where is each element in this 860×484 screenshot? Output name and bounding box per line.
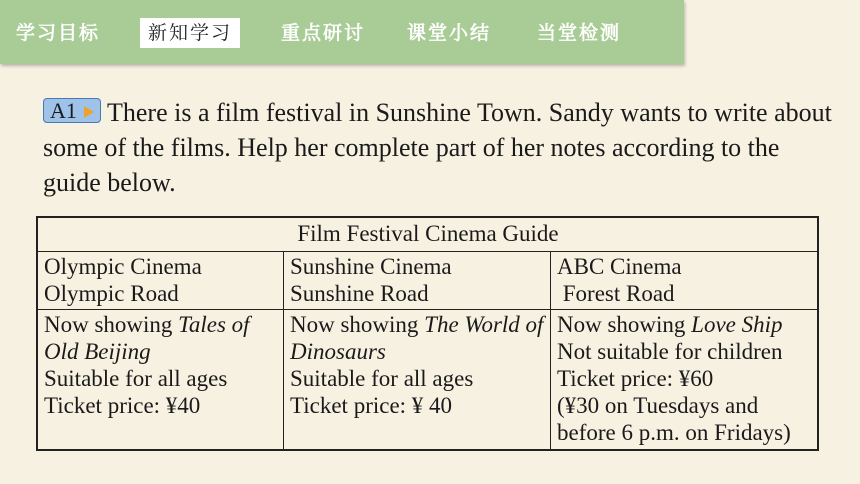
ticket-price: Ticket price: ¥40 <box>44 393 201 418</box>
exercise-badge-a1[interactable] <box>43 98 101 123</box>
top-nav-bar <box>0 0 684 64</box>
cinema-header-cell <box>284 252 551 310</box>
now-showing-prefix: Now showing <box>557 312 692 337</box>
film-title: Love Ship <box>691 312 783 337</box>
nav-tab-new-knowledge[interactable]: 新知学习 <box>140 18 240 48</box>
ticket-price: Ticket price: ¥60 <box>557 366 714 391</box>
now-showing <box>557 311 812 338</box>
badge-label: A1 <box>50 98 77 123</box>
nav-tab-key-discussion[interactable]: 重点研讨 <box>281 22 366 44</box>
cinema-name: Olympic Cinema <box>44 254 202 279</box>
cinema-road: Olympic Road <box>44 281 179 306</box>
cinema-name: Sunshine Cinema <box>290 254 452 279</box>
now-showing <box>290 311 545 365</box>
suitability: Not suitable for children <box>557 339 783 364</box>
play-triangle-icon <box>84 106 94 118</box>
film-title: The World of Dinosaurs <box>290 312 544 364</box>
cinema-details-cell <box>551 310 819 451</box>
instruction-text: There is a film festival in Sunshine Town. Sandy wants to write about some of the films. Help her complete part of her notes according to the guide below. <box>43 98 832 197</box>
cinema-guide-table <box>36 216 819 451</box>
ticket-price: Ticket price: ¥ 40 <box>290 393 453 418</box>
now-showing-prefix: Now showing <box>290 312 425 337</box>
now-showing <box>44 311 278 365</box>
now-showing-prefix: Now showing <box>44 312 179 337</box>
nav-tab-class-summary[interactable]: 课堂小结 <box>407 22 492 44</box>
discount-note: (¥30 on Tuesdays and before 6 p.m. on Fridays) <box>557 393 791 445</box>
cinema-header-cell <box>551 252 819 310</box>
guide-title: Film Festival Cinema Guide <box>37 217 818 252</box>
cinema-details-cell <box>37 310 284 451</box>
nav-tab-class-test[interactable]: 当堂检测 <box>537 22 622 44</box>
film-title: Tales of Old Beijing <box>44 312 250 364</box>
cinema-header-cell <box>37 252 284 310</box>
exercise-instructions <box>43 95 833 200</box>
cinema-road: Forest Road <box>557 281 675 306</box>
suitability: Suitable for all ages <box>44 366 228 391</box>
cinema-road: Sunshine Road <box>290 281 429 306</box>
nav-tab-learning-goals[interactable]: 学习目标 <box>16 22 101 44</box>
cinema-details-cell <box>284 310 551 451</box>
suitability: Suitable for all ages <box>290 366 474 391</box>
cinema-name: ABC Cinema <box>557 254 682 279</box>
